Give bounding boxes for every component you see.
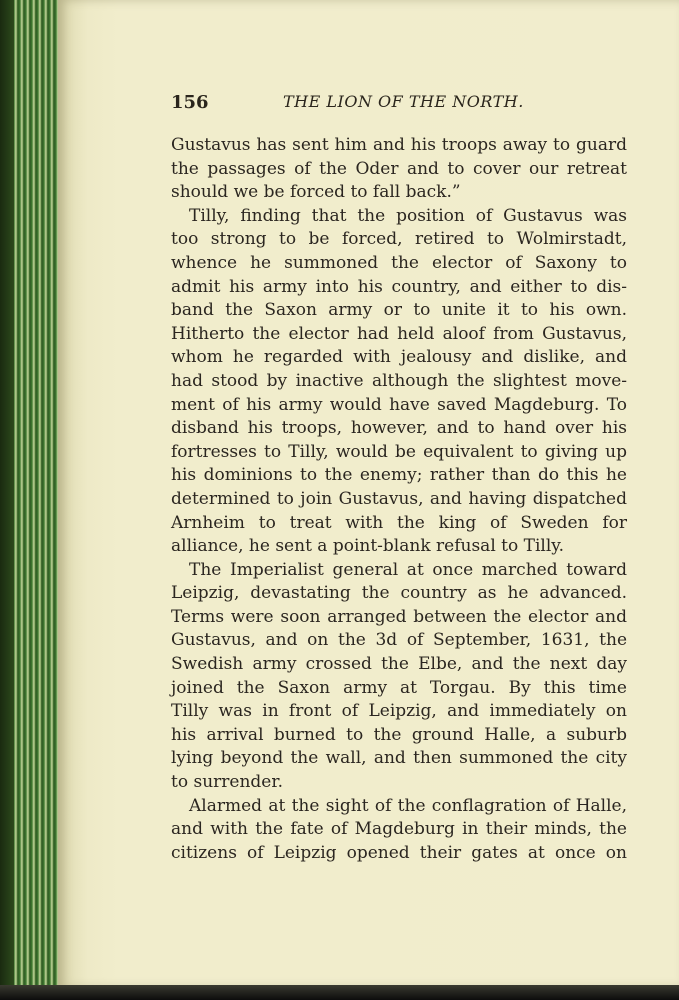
text-line: Arnheim to treat with the king of Sweden for: [171, 512, 627, 533]
text-line: whence he summoned the elector of Saxony to: [171, 252, 627, 273]
text-line: Leipzig, devastating the country as he advanced.: [171, 583, 627, 604]
body-text: [171, 134, 627, 865]
text-line: Swedish army crossed the Elbe, and the next day: [171, 654, 627, 675]
text-line: lying beyond the wall, and then summoned the city: [171, 748, 627, 769]
text-line: too strong to be forced, retired to Wolmirstadt,: [171, 229, 627, 250]
text-line: should we be forced to fall back.”: [171, 182, 461, 203]
text-line: his arrival burned to the ground Halle, a suburb: [171, 724, 627, 745]
text-line: to surrender.: [171, 772, 284, 793]
page-number: 156: [171, 92, 209, 113]
text-line: Tilly, finding that the position of Gustavus was: [189, 205, 627, 226]
text-line: admit his army into his country, and either to dis-: [171, 276, 627, 297]
text-line: Gustavus, and on the 3d of September, 1631, the: [171, 630, 627, 651]
text-line: Gustavus has sent him and his troops away to guard: [171, 135, 627, 155]
text-line: alliance, he sent a point-blank refusal to Tilly.: [171, 536, 565, 557]
text-line: The Imperialist general at once marched toward: [189, 559, 627, 580]
text-line: and with the fate of Magdeburg in their minds, the: [171, 819, 627, 840]
text-line: Tilly was in front of Leipzig, and immediately on: [171, 701, 627, 722]
running-title: THE LION OF THE NORTH.: [283, 92, 524, 111]
text-line: had stood by inactive although the slightest move-: [171, 370, 627, 391]
text-line: the passages of the Oder and to cover our retreat: [171, 158, 627, 179]
text-line: Terms were soon arranged between the elector and: [171, 606, 627, 627]
text-line: Hitherto the elector had held aloof from Gustavus,: [171, 323, 627, 344]
text-line: determined to join Gustavus, and having dispatched: [171, 488, 627, 509]
book-spine-shadow: [0, 0, 14, 990]
text-line: ment of his army would have saved Magdeburg. To: [171, 394, 627, 415]
text-line: disband his troops, however, and to hand over his: [171, 418, 627, 439]
text-line: fortresses to Tilly, would be equivalent to giving up: [171, 441, 627, 462]
running-head: [171, 92, 627, 118]
text-line: whom he regarded with jealousy and dislike, and: [171, 347, 627, 368]
text-line: joined the Saxon army at Torgau. By this time: [171, 677, 627, 698]
text-line: citizens of Leipzig opened their gates at once on: [171, 842, 627, 863]
text-line: his dominions to the enemy; rather than do this he: [171, 465, 627, 486]
text-line: band the Saxon army or to unite it to his own.: [171, 300, 627, 321]
text-line: Alarmed at the sight of the conflagration of Halle,: [189, 795, 627, 816]
bottom-shadow: [0, 985, 679, 1000]
